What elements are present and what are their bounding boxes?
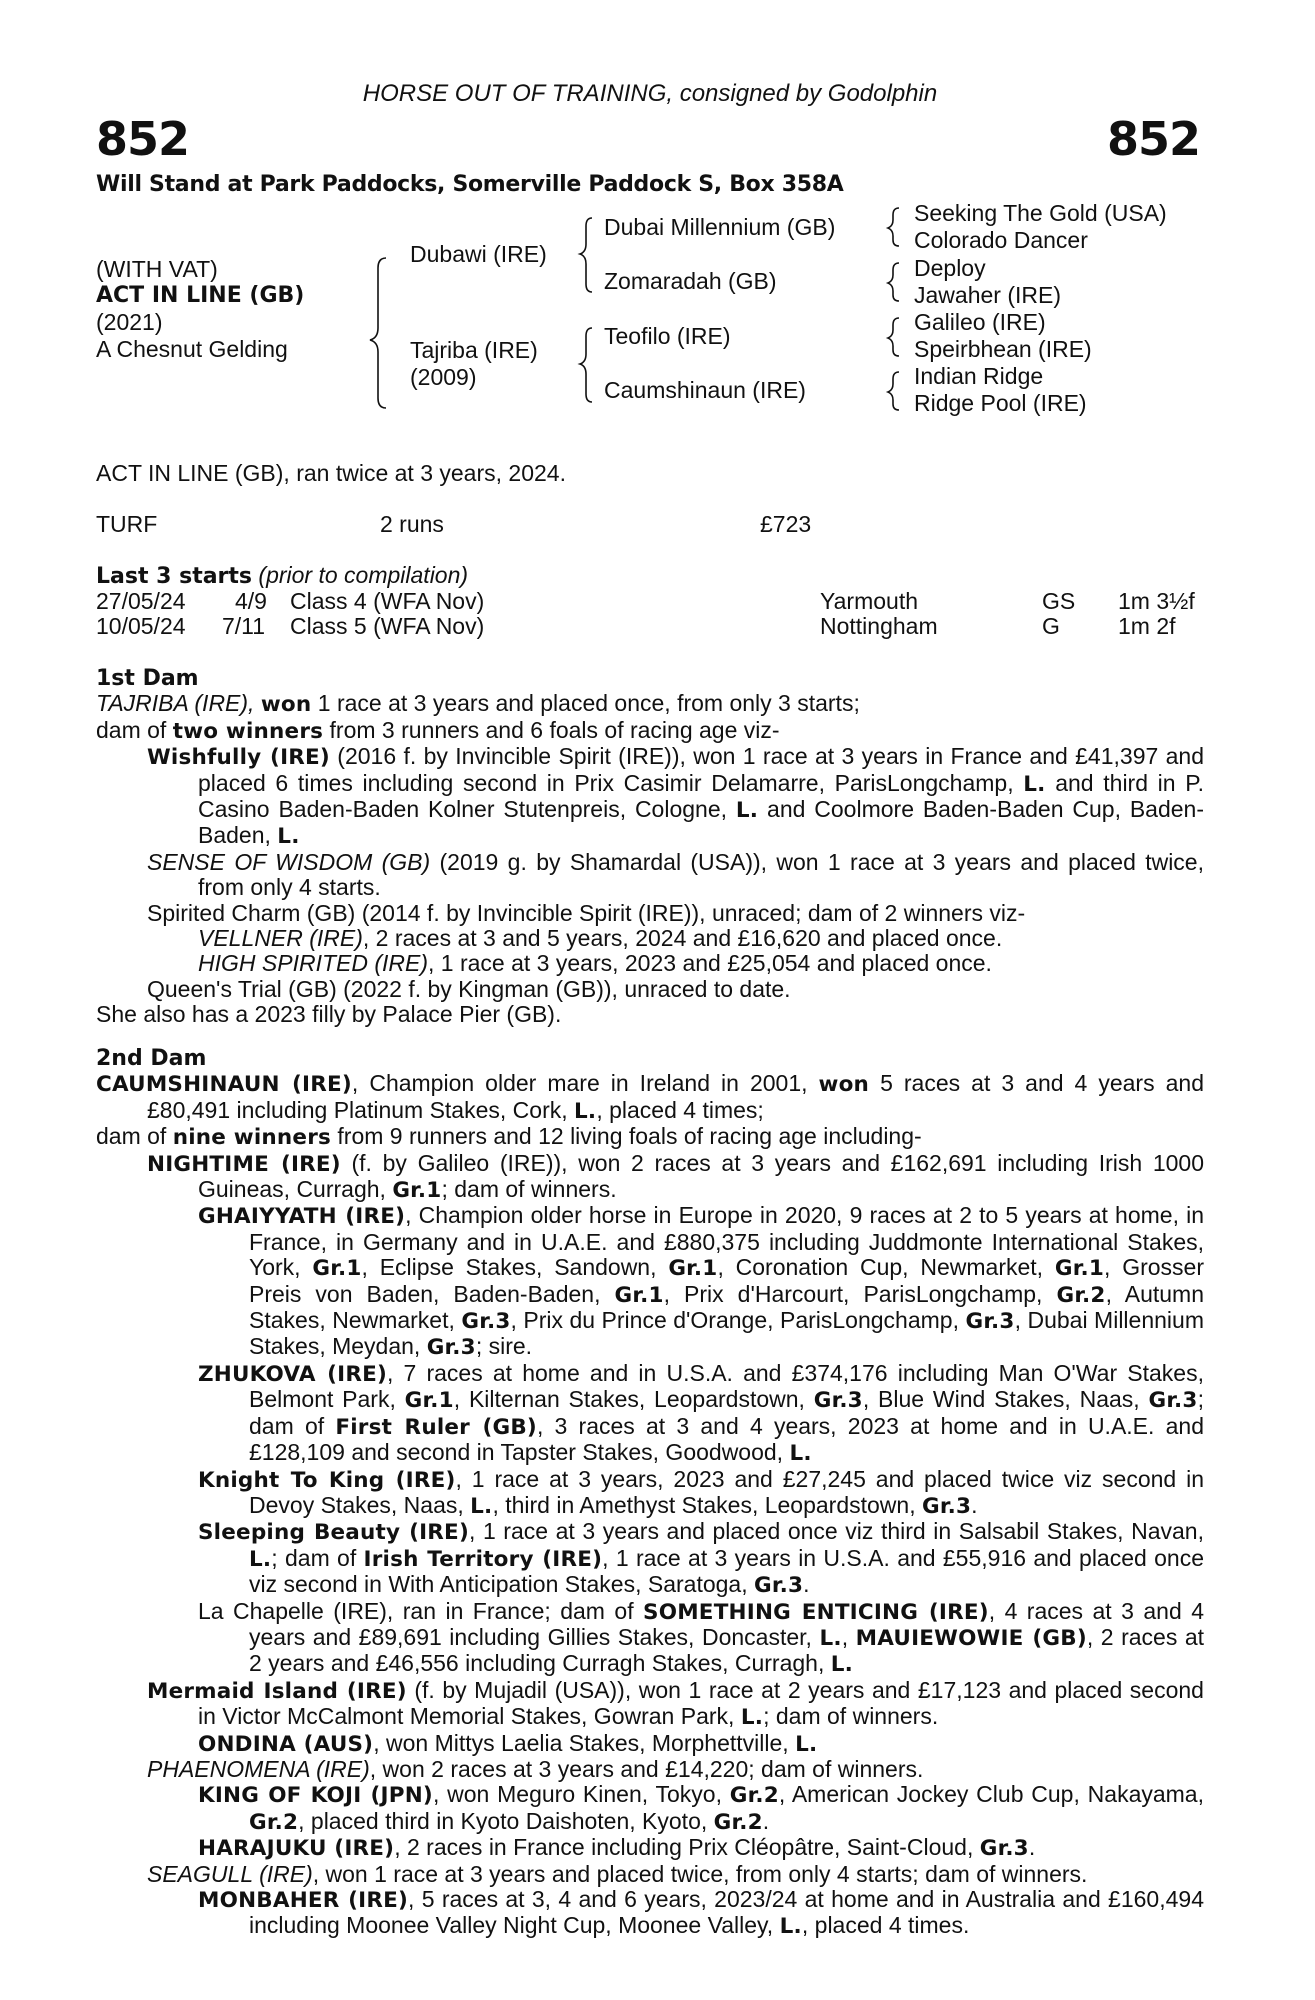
pedigree — [0, 0, 1315, 440]
start-row: 10/05/24 7/11 Class 5 (WFA Nov) Nottingham G 1m 2f — [96, 613, 1176, 639]
section-heading: 1st Dam — [96, 666, 199, 691]
turf-earnings: £723 — [760, 511, 812, 537]
grandproduce-entry: ONDINA (AUS), won Mittys Laelia Stakes, Morphettville, L. — [198, 1729, 818, 1757]
grandproduce-entry: HARAJUKU (IRE), 2 races in France including Prix Cléopâtre, Saint-Cloud, Gr.3. — [198, 1834, 1036, 1862]
produce-entry: NIGHTIME (IRE) (f. by Galileo (IRE)), won 2 races at 3 years and £162,691 including Irish 1000 Guineas, Curragh, Gr.1; dam of winners. — [147, 1149, 1204, 1204]
sire-dam: Zomaradah (GB) — [604, 268, 777, 294]
dam: Tajriba (IRE) — [410, 337, 538, 363]
grandproduce-entry: VELLNER (IRE), 2 races at 3 and 5 years, 2024 and £16,620 and placed once. — [198, 925, 1003, 952]
produce-entry: Wishfully (IRE) (2016 f. by Invincible Spirit (IRE)), won 1 race at 3 years in France and £41,397 and placed 6 times including second in Prix Casimir Delamarre, ParisLongchamp, L. and third in P. Casino Baden-Baden Kolner Stutenpreis, Cologne, L. and Coolmore Baden-Baden Cup, Baden-Baden, L. — [147, 743, 1204, 850]
dam-line: TAJRIBA (IRE), won 1 race at 3 years and placed once, from only 3 starts; — [96, 690, 860, 718]
sire: Dubawi (IRE) — [410, 241, 547, 267]
grandproduce-entry: Knight To King (IRE), 1 race at 3 years, 2023 and £27,245 and placed twice viz second in Devoy Stakes, Naas, L., third in Amethyst Stakes, Leopardstown, Gr.3. — [198, 1465, 1205, 1519]
grandproduce-entry: La Chapelle (IRE), ran in France; dam of SOMETHING ENTICING (IRE), 4 races at 3 and 4 years and £89,691 including Gillies Stakes, Doncaster, L., MAUIEWOWIE (GB), 2 races at 2 years and £46,556 including Curragh Stakes, Curragh, L. — [198, 1597, 1205, 1678]
horse-year: (2021) — [96, 309, 163, 335]
g3-1: Seeking The Gold (USA) — [914, 200, 1167, 226]
g3-8: Ridge Pool (IRE) — [914, 390, 1087, 416]
dam-line: CAUMSHINAUN (IRE), Champion older mare in Ireland in 2001, won 5 races at 3 and 4 years and £80,491 including Platinum Stakes, Cork, L., placed 4 times; — [96, 1070, 1204, 1124]
grandproduce-entry: KING OF KOJI (JPN), won Meguro Kinen, Tokyo, Gr.2, American Jockey Club Cup, Nakayama, Gr.2, placed third in Kyoto Daishoten, Kyoto, Gr.2. — [198, 1781, 1204, 1835]
dam-dam: Caumshinaun (IRE) — [604, 377, 806, 403]
horse-description: A Chesnut Gelding — [96, 336, 288, 362]
produce-entry: Queen's Trial (GB) (2022 f. by Kingman (GB)), unraced to date. — [147, 975, 791, 1002]
race-summary: ACT IN LINE (GB), ran twice at 3 years, 2024. — [96, 460, 566, 486]
grandproduce-entry: HIGH SPIRITED (IRE), 1 race at 3 years, 2023 and £25,054 and placed once. — [198, 950, 992, 977]
horse-name: ACT IN LINE (GB) — [96, 283, 305, 308]
last-starts-table — [0, 588, 1315, 638]
g3-6: Speirbhean (IRE) — [914, 336, 1092, 362]
first-dam-section — [96, 666, 1204, 1028]
produce-entry: Spirited Charm (GB) (2014 f. by Invincible Spirit (IRE)), unraced; dam of 2 winners viz- — [147, 899, 1026, 926]
g3-4: Jawaher (IRE) — [914, 282, 1061, 308]
grandproduce-entry: GHAIYYATH (IRE), Champion older horse in Europe in 2020, 9 races at 2 to 5 years at home, in France, in Germany and in U.A.E. and £880,375 including Juddmonte International Stakes, York, Gr.1, Eclipse Stakes, Sandown, Gr.1, Coronation Cup, Newmarket, Gr.1, Grosser Preis von Baden, Baden-Baden, Gr.1, Prix d'Harcourt, ParisLongchamp, Gr.2, Autumn Stakes, Newmarket, Gr.3, Prix du Prince d'Orange, ParisLongchamp, Gr.3, Dubai Millennium Stakes, Meydan, Gr.3; sire. — [198, 1202, 1204, 1361]
produce-entry: PHAENOMENA (IRE), won 2 races at 3 years and £14,220; dam of winners. — [147, 1755, 924, 1782]
produce-entry: SEAGULL (IRE), won 1 race at 3 years and placed twice, from only 4 starts; dam of winners. — [147, 1860, 1088, 1887]
produce-note: She also has a 2023 filly by Palace Pier (GB). — [96, 1001, 562, 1028]
section-heading: 2nd Dam — [96, 1046, 207, 1071]
produce-entry: SENSE OF WISDOM (GB) (2019 g. by Shamardal (USA)), won 1 race at 3 years and placed twice, from only 4 starts. — [147, 848, 1204, 901]
sire-sire: Dubai Millennium (GB) — [604, 214, 836, 240]
turf-runs: 2 runs — [380, 511, 444, 537]
dam-year: (2009) — [410, 364, 477, 390]
turf-label: TURF — [96, 511, 158, 537]
stand-location: Will Stand at Park Paddocks, Somerville Paddock S, Box 358A — [96, 172, 844, 197]
horse-vat: (WITH VAT) — [96, 256, 218, 282]
produce-entry: Mermaid Island (IRE) (f. by Mujadil (USA)), won 1 race at 2 years and £17,123 and placed second in Victor McCalmont Memorial Stakes, Gowran Park, L.; dam of winners. — [147, 1676, 1204, 1731]
grandproduce-entry: ZHUKOVA (IRE), 7 races at home and in U.S.A. and £374,176 including Man O'War Stakes, Belmont Park, Gr.1, Kilternan Stakes, Leopardstown, Gr.3, Blue Wind Stakes, Naas, Gr.3; dam of First Ruler (GB), 3 races at 3 and 4 years, 2023 at home and in U.A.E. and £128,109 and second in Tapster Stakes, Goodwood, L. — [198, 1359, 1204, 1467]
lot-number-left: 852 — [96, 112, 190, 166]
consignment-line: HORSE OUT OF TRAINING, consigned by Godolphin — [362, 80, 938, 107]
g3-3: Deploy — [914, 255, 986, 281]
dam-sire: Teofilo (IRE) — [604, 323, 731, 349]
grandproduce-entry: MONBAHER (IRE), 5 races at 3, 4 and 6 years, 2023/24 at home and in Australia and £160,494 including Moonee Valley Night Cup, Moonee Valley, L., placed 4 times. — [198, 1886, 1204, 1940]
g3-5: Galileo (IRE) — [914, 309, 1046, 335]
lot-number-right: 852 — [1106, 112, 1200, 166]
dam-produce-line: dam of nine winners from 9 runners and 12 living foals of racing age including- — [96, 1123, 922, 1151]
g3-2: Colorado Dancer — [914, 227, 1088, 253]
dam-produce-line: dam of two winners from 3 runners and 6 foals of racing age viz- — [96, 716, 780, 744]
grandproduce-entry: Sleeping Beauty (IRE), 1 race at 3 years and placed once viz third in Salsabil Stakes, Navan, L.; dam of Irish Territory (IRE), 1 race at 3 years in U.S.A. and £55,916 and placed once viz second in With Anticipation Stakes, Saratoga, Gr.3. — [198, 1518, 1204, 1599]
last-starts-heading: Last 3 starts (prior to compilation) — [96, 562, 469, 589]
start-row: 27/05/24 4/9 Class 4 (WFA Nov) Yarmouth GS 1m 3½f — [96, 588, 1195, 614]
second-dam-section — [96, 1046, 1204, 1940]
g3-7: Indian Ridge — [914, 363, 1044, 389]
